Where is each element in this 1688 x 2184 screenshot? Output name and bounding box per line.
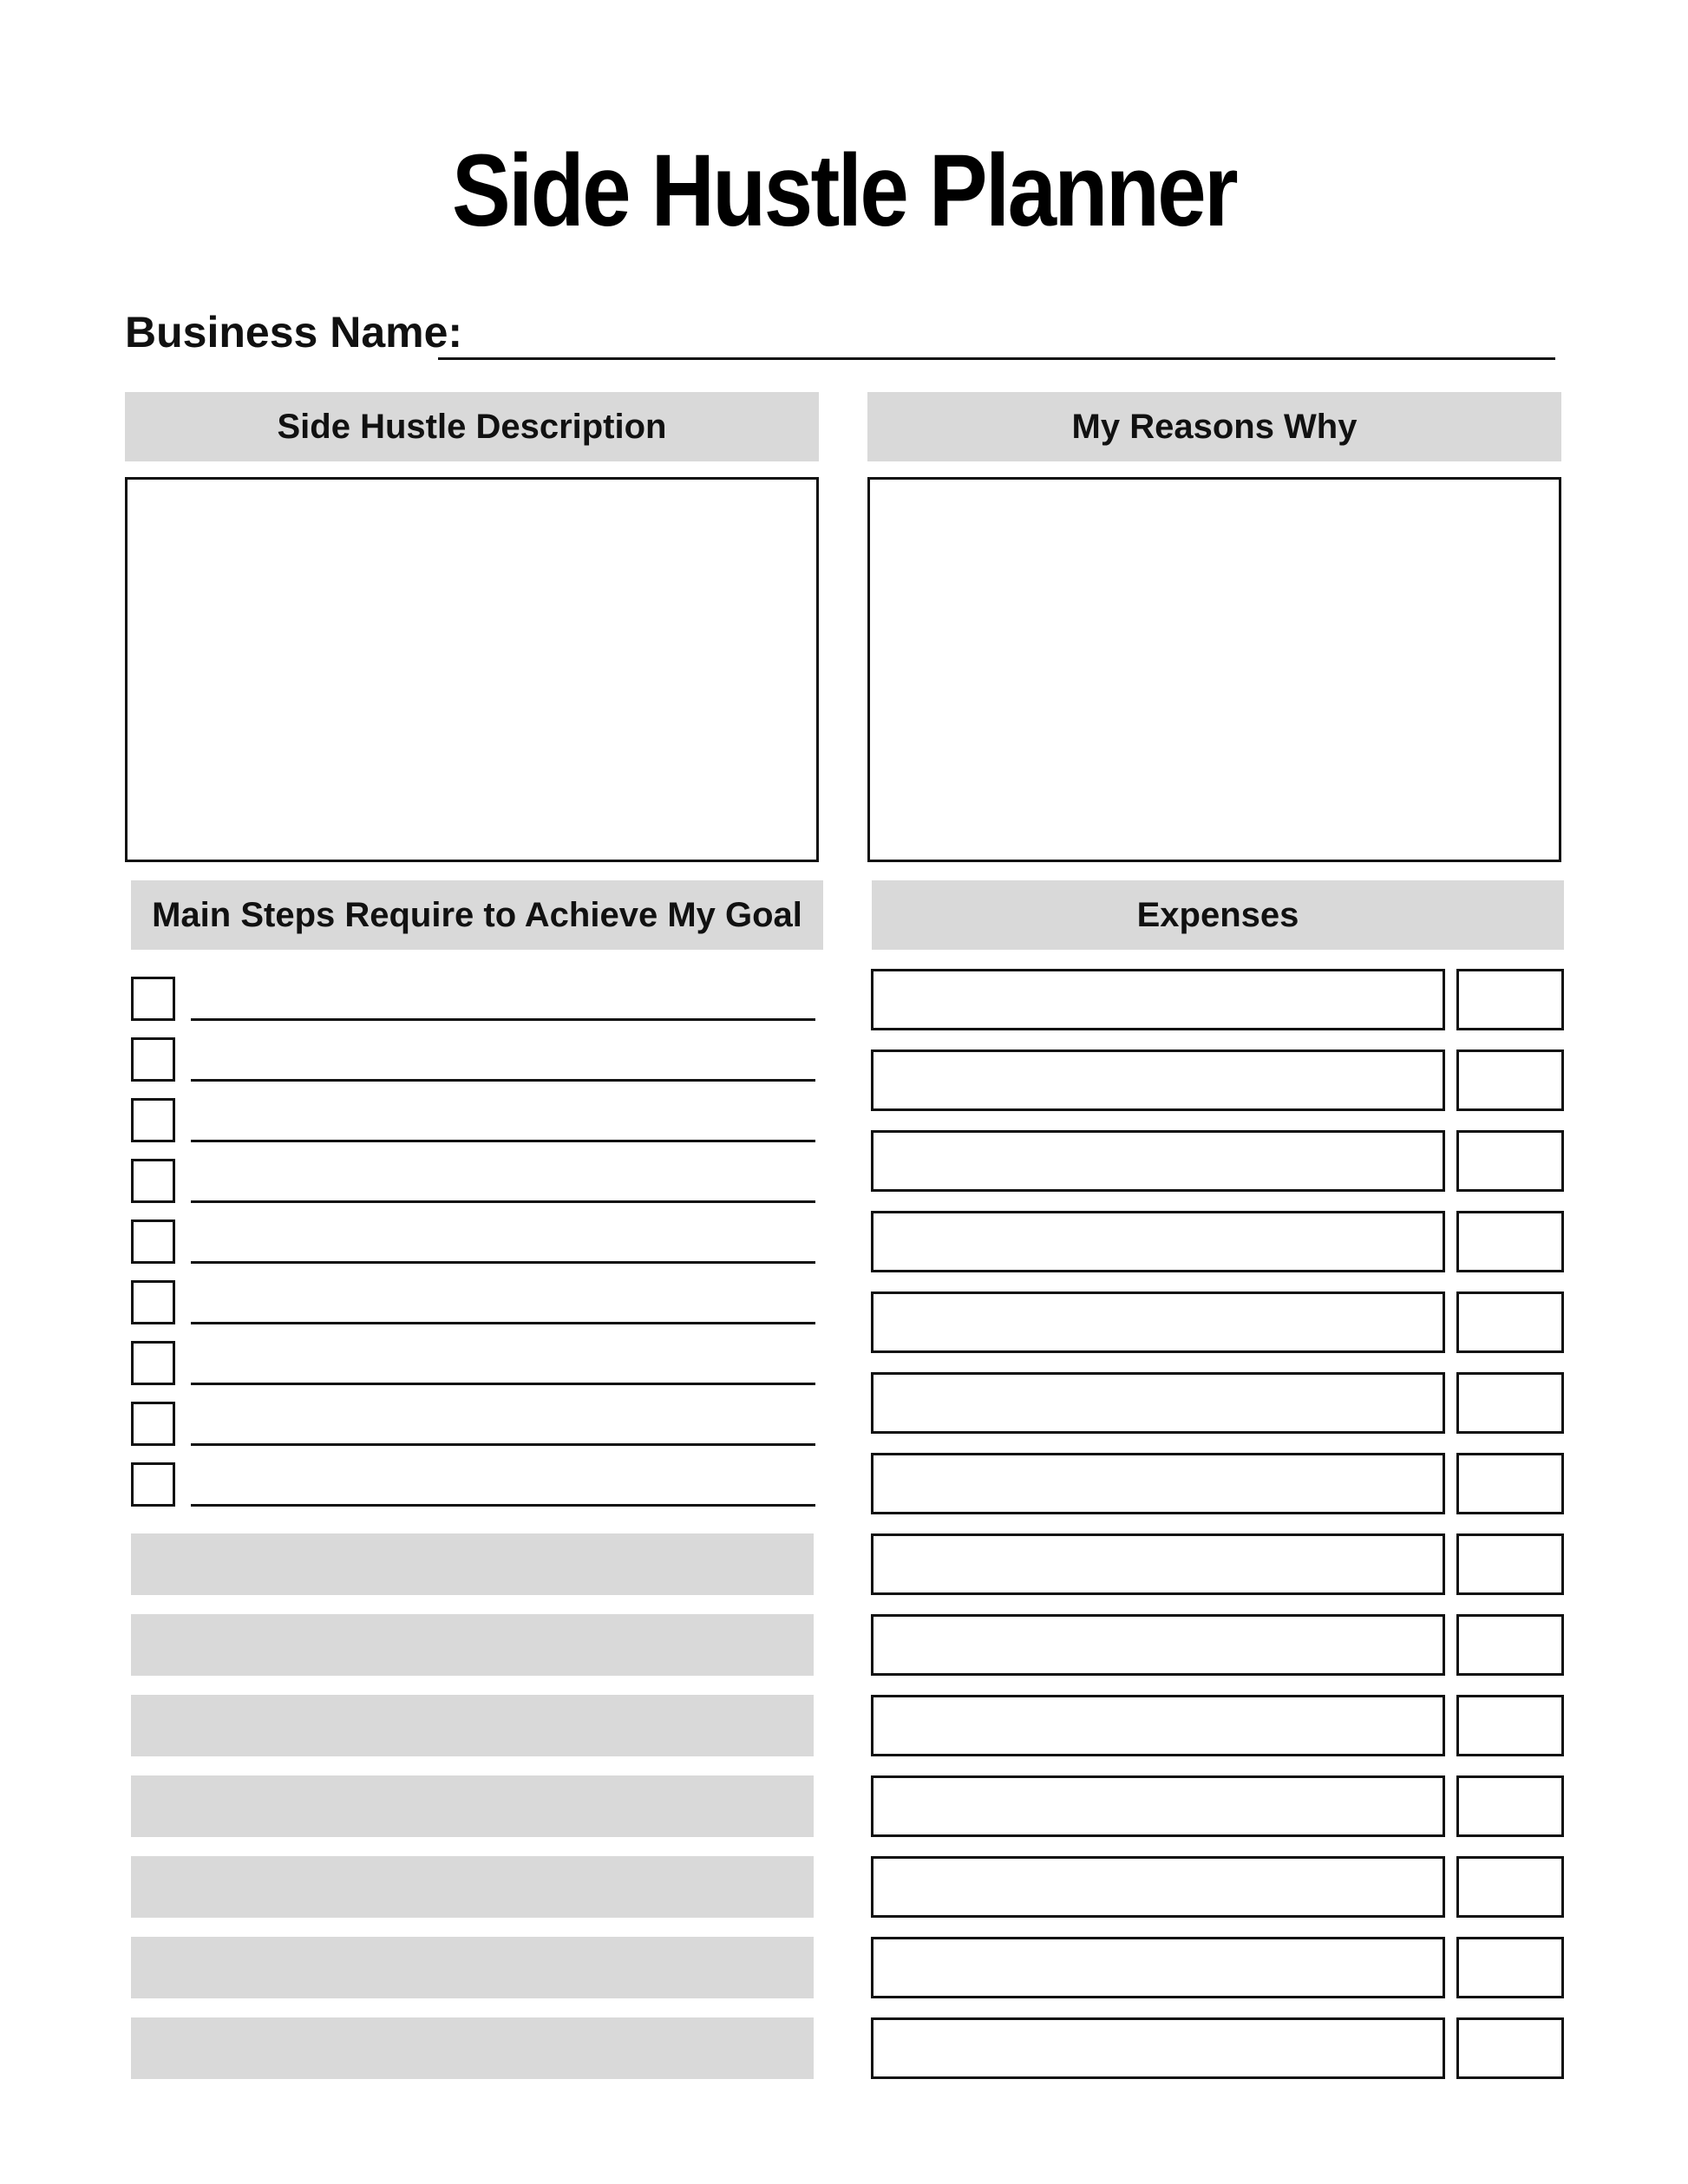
step-line[interactable] — [191, 1140, 815, 1142]
step-checkbox[interactable] — [131, 1220, 175, 1264]
expense-amount-field[interactable] — [1456, 1775, 1564, 1837]
expense-amount-field[interactable] — [1456, 969, 1564, 1030]
expense-amount-field[interactable] — [1456, 2017, 1564, 2079]
expense-amount-field[interactable] — [1456, 1372, 1564, 1434]
expense-item-field[interactable] — [871, 2017, 1445, 2079]
expense-amount-field[interactable] — [1456, 1614, 1564, 1676]
notes-bar[interactable] — [131, 1614, 814, 1676]
reasons-box[interactable] — [867, 477, 1561, 862]
expense-amount-field[interactable] — [1456, 1049, 1564, 1111]
expenses-header: Expenses — [872, 880, 1564, 950]
step-line[interactable] — [191, 1261, 815, 1264]
step-checkbox[interactable] — [131, 977, 175, 1021]
step-line[interactable] — [191, 1018, 815, 1021]
step-checkbox[interactable] — [131, 1159, 175, 1203]
expense-amount-field[interactable] — [1456, 1453, 1564, 1514]
step-line[interactable] — [191, 1504, 815, 1507]
notes-bar[interactable] — [131, 1856, 814, 1918]
expense-item-field[interactable] — [871, 1856, 1445, 1918]
expense-item-field[interactable] — [871, 969, 1445, 1030]
expense-item-field[interactable] — [871, 1372, 1445, 1434]
expense-item-field[interactable] — [871, 1130, 1445, 1192]
expense-amount-field[interactable] — [1456, 1937, 1564, 1998]
notes-bar[interactable] — [131, 1533, 814, 1595]
notes-bar[interactable] — [131, 1775, 814, 1837]
expense-item-field[interactable] — [871, 1049, 1445, 1111]
expense-amount-field[interactable] — [1456, 1695, 1564, 1756]
step-checkbox[interactable] — [131, 1402, 175, 1446]
expense-item-field[interactable] — [871, 1695, 1445, 1756]
notes-bar[interactable] — [131, 2017, 814, 2079]
page-title: Side Hustle Planner — [451, 134, 1237, 248]
expense-amount-field[interactable] — [1456, 1856, 1564, 1918]
expense-item-field[interactable] — [871, 1533, 1445, 1595]
step-line[interactable] — [191, 1383, 815, 1385]
expense-amount-field[interactable] — [1456, 1533, 1564, 1595]
step-line[interactable] — [191, 1443, 815, 1446]
expense-item-field[interactable] — [871, 1291, 1445, 1353]
expense-amount-field[interactable] — [1456, 1211, 1564, 1272]
step-checkbox[interactable] — [131, 1037, 175, 1082]
expense-item-field[interactable] — [871, 1614, 1445, 1676]
notes-bar[interactable] — [131, 1695, 814, 1756]
step-line[interactable] — [191, 1200, 815, 1203]
business-name-label: Business Name: — [125, 308, 463, 356]
step-line[interactable] — [191, 1322, 815, 1324]
step-checkbox[interactable] — [131, 1098, 175, 1142]
step-line[interactable] — [191, 1079, 815, 1082]
reasons-header: My Reasons Why — [867, 392, 1561, 461]
expense-item-field[interactable] — [871, 1937, 1445, 1998]
notes-bar[interactable] — [131, 1937, 814, 1998]
step-checkbox[interactable] — [131, 1280, 175, 1324]
expense-item-field[interactable] — [871, 1453, 1445, 1514]
expense-amount-field[interactable] — [1456, 1291, 1564, 1353]
business-name-field[interactable] — [438, 357, 1555, 360]
steps-header: Main Steps Require to Achieve My Goal — [131, 880, 823, 950]
expense-item-field[interactable] — [871, 1211, 1445, 1272]
expense-item-field[interactable] — [871, 1775, 1445, 1837]
description-box[interactable] — [125, 477, 819, 862]
expense-amount-field[interactable] — [1456, 1130, 1564, 1192]
description-header: Side Hustle Description — [125, 392, 819, 461]
step-checkbox[interactable] — [131, 1341, 175, 1385]
step-checkbox[interactable] — [131, 1462, 175, 1507]
